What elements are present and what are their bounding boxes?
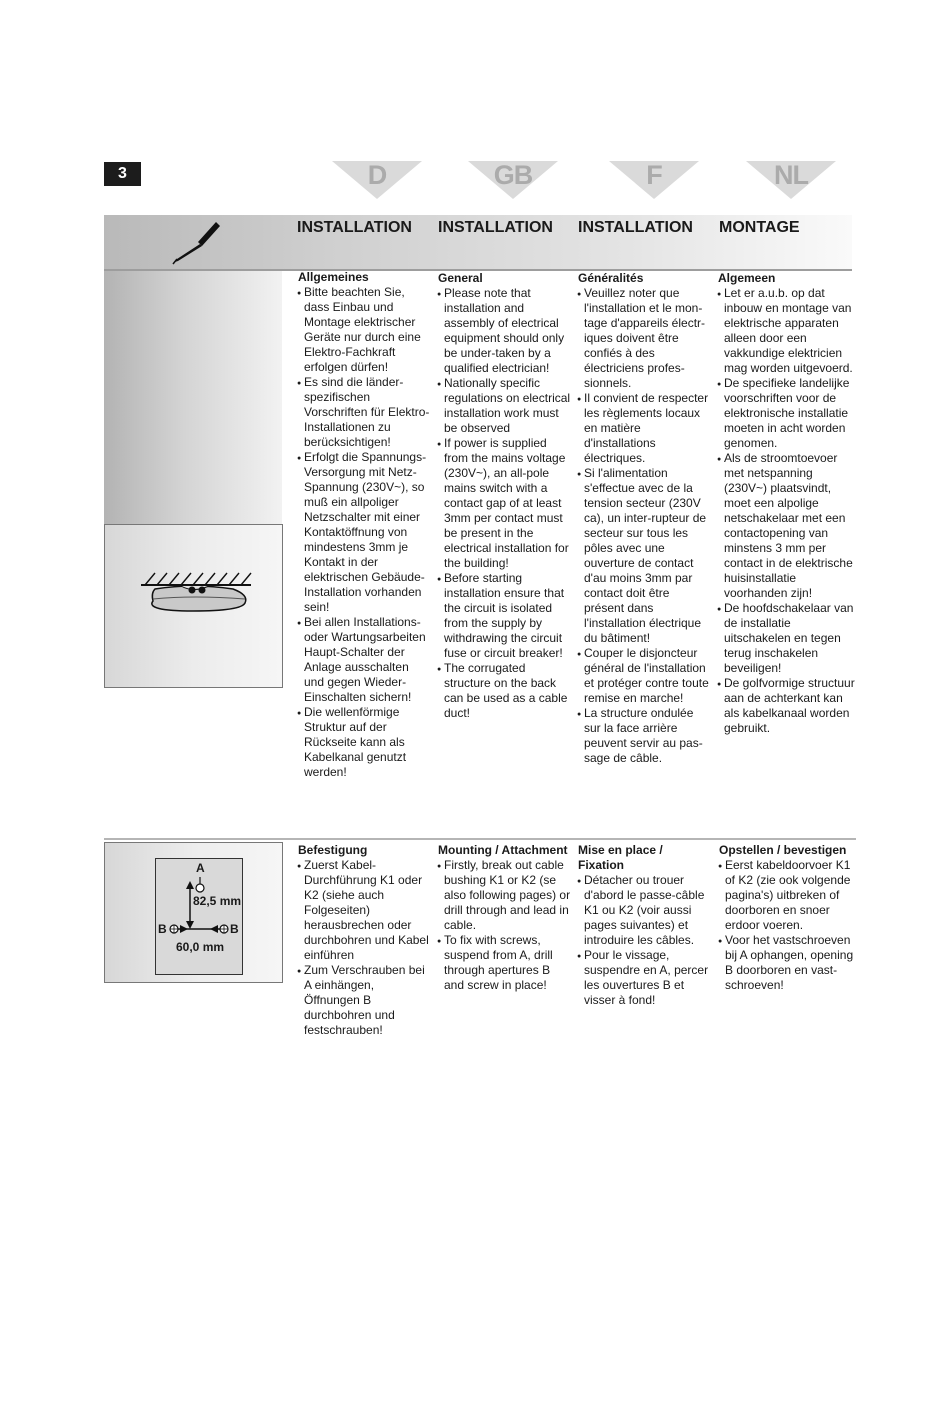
installation-column-gb xyxy=(438,271,572,721)
label-b-right: B xyxy=(230,922,239,936)
column-heading: Opstellen / bevestigen xyxy=(719,843,847,857)
section-title-gb: INSTALLATION xyxy=(438,219,553,236)
installation-column-f xyxy=(578,271,712,766)
list-item: ● Nationally specific regulations on electrical installation work must be observed xyxy=(438,376,572,436)
list-item: ● Eerst kabeldoorvoer K1 of K2 (zie ook volgende pagina's) uitbreken of doorboren en snoer erdoor voeren. xyxy=(719,858,856,933)
language-code: F xyxy=(646,160,662,190)
list-item: ● Si l'alimentation s'effectue avec de la tension secteur (230V ca), un inter-rupteur de secteur sur tous les pôles avec une ouverture de contact d'au moins 3mm par contact doit être présent dans l'installation électrique du bâtiment! xyxy=(578,466,712,646)
mounting-diagram-figure xyxy=(104,842,283,983)
mounting-column-gb xyxy=(438,843,572,993)
language-marker-de xyxy=(332,161,422,201)
list-item: ● The corrugated structure on the back can be used as a cable duct! xyxy=(438,661,572,721)
language-marker-gb xyxy=(468,161,558,201)
installation-column-nl xyxy=(718,271,856,736)
list-item: ● Please note that installation and assembly of electrical equipment should only be under-taken by a qualified electrician! xyxy=(438,286,572,376)
list-item: ● La structure ondulée sur la face arrière peuvent servir au pas-sage de câble. xyxy=(578,706,712,766)
label-b-left: B xyxy=(158,922,167,936)
page-number: 3 xyxy=(104,162,141,186)
list-item: ● De golfvormige structuur aan de achterkant kan als kabelkanaal worden gebruikt. xyxy=(718,676,856,736)
list-item: ● Zum Verschrauben bei A einhängen, Öffnungen B durchbohren und festschrauben! xyxy=(298,963,432,1038)
column-heading: Mise en place / Fixation xyxy=(578,843,663,872)
section-title-de: INSTALLATION xyxy=(297,219,412,236)
column-heading: Mounting / Attachment xyxy=(438,843,568,857)
mounting-column-de xyxy=(298,843,432,1038)
language-marker-nl xyxy=(746,161,836,201)
label-a: A xyxy=(196,861,205,875)
list-item: ● Couper le disjoncteur général de l'installation et protéger contre toute remise en marche! xyxy=(578,646,712,706)
mounting-holes-drawing xyxy=(156,859,242,974)
installation-column-de xyxy=(298,270,432,780)
list-item: ● Es sind die länder-spezifischen Vorschriften für Elektro-Installationen zu berücksichtigen! xyxy=(298,375,432,450)
list-item: ● Before starting installation ensure that the circuit is isolated from the supply by withdrawing the circuit fuse or circuit breaker! xyxy=(438,571,572,661)
list-item: ● Zuerst Kabel-Durchführung K1 oder K2 (siehe auch Folgeseiten) herausbrechen oder durchbohren und Kabel einführen xyxy=(298,858,432,963)
list-item: ● Pour le vissage, suspendre en A, percer les ouvertures B et visser à fond! xyxy=(578,948,712,1008)
mounting-holes-diagram xyxy=(155,858,243,975)
list-item: ● Voor het vastschroeven bij A ophangen, opening B doorboren en vast-schroeven! xyxy=(719,933,856,993)
list-item: ● Let er a.u.b. op dat inbouw en montage van elektrische apparaten alleen door een vakkundige elektricien mag worden uitgevoerd. xyxy=(718,286,856,376)
list-item: ● Il convient de respecter les règlements locaux en matière d'installations électriques. xyxy=(578,391,712,466)
dimension-vertical: 82,5 mm xyxy=(193,894,242,908)
mounting-column-f xyxy=(578,843,712,1008)
list-item: ● Erfolgt die Spannungs-Versorgung mit Netz-Spannung (230V~), so muß ein allpoliger Netzschalter mit einer Kontaktöffnung von mindestens 3mm je Kontakt in der elektrischen Gebäude-Installation vorhanden sein! xyxy=(298,450,432,615)
section-divider xyxy=(104,838,856,840)
screwdriver-icon xyxy=(170,219,220,265)
side-decoration xyxy=(104,271,282,525)
column-heading: Généralités xyxy=(578,271,644,285)
list-item: ● De hoofdschakelaar van de installatie uitschakelen en tegen terug inschakelen beveiligen! xyxy=(718,601,856,676)
list-item: ● De specifieke landelijke voorschriften voor de elektronische installatie moeten in acht worden genomen. xyxy=(718,376,856,451)
list-item: ● If power is supplied from the mains voltage (230V~), an all-pole mains switch with a contact gap of at least 3mm per contact must be present in the electrical installation for the building! xyxy=(438,436,572,571)
language-code: NL xyxy=(774,160,808,190)
list-item: ● Bei allen Installations-oder Wartungsarbeiten Haupt-Schalter der Anlage ausschalten und gegen Wieder-Einschalten sichern! xyxy=(298,615,432,705)
section-title-f: INSTALLATION xyxy=(578,219,693,236)
list-item: ● Bitte beachten Sie, dass Einbau und Montage elektrischer Geräte nur durch eine Elektro-Fachkraft erfolgen dürfen! xyxy=(298,285,432,375)
column-heading: Allgemeines xyxy=(298,270,369,284)
ceiling-lamp-mounted-icon xyxy=(105,525,282,687)
list-item: ● Détacher ou trouer d'abord le passe-câble K1 ou K2 (voir aussi pages suivantes) et introduire les câbles. xyxy=(578,873,712,948)
column-heading: General xyxy=(438,271,483,285)
column-heading: Befestigung xyxy=(298,843,368,857)
list-item: ● Die wellenförmige Struktur auf der Rückseite kann als Kabelkanal genutzt werden! xyxy=(298,705,432,780)
ceiling-lamp-figure xyxy=(104,524,283,688)
mounting-column-nl xyxy=(719,843,856,993)
section-title-nl: MONTAGE xyxy=(719,219,800,236)
list-item: ● Veuillez noter que l'installation et le mon-tage d'appareils électr-iques doivent être confiés à des électriciens profes-sionnels. xyxy=(578,286,712,391)
list-item: ● Firstly, break out cable bushing K1 or K2 (se also following pages) or drill through and lead in cable. xyxy=(438,858,572,933)
list-item: ● To fix with screws, suspend from A, drill through apertures B and screw in place! xyxy=(438,933,572,993)
dimension-horizontal: 60,0 mm xyxy=(176,940,225,954)
language-code: GB xyxy=(493,160,533,190)
list-item: ● Als de stroomtoevoer met netspanning (230V~) plaatsvindt, moet een alpolige netschakelaar met een contactopening van minstens 3 mm per contact in de elektrische huisinstallatie voorhanden zijn! xyxy=(718,451,856,601)
language-code: D xyxy=(367,160,387,190)
column-heading: Algemeen xyxy=(718,271,776,285)
language-marker-f xyxy=(609,161,699,201)
